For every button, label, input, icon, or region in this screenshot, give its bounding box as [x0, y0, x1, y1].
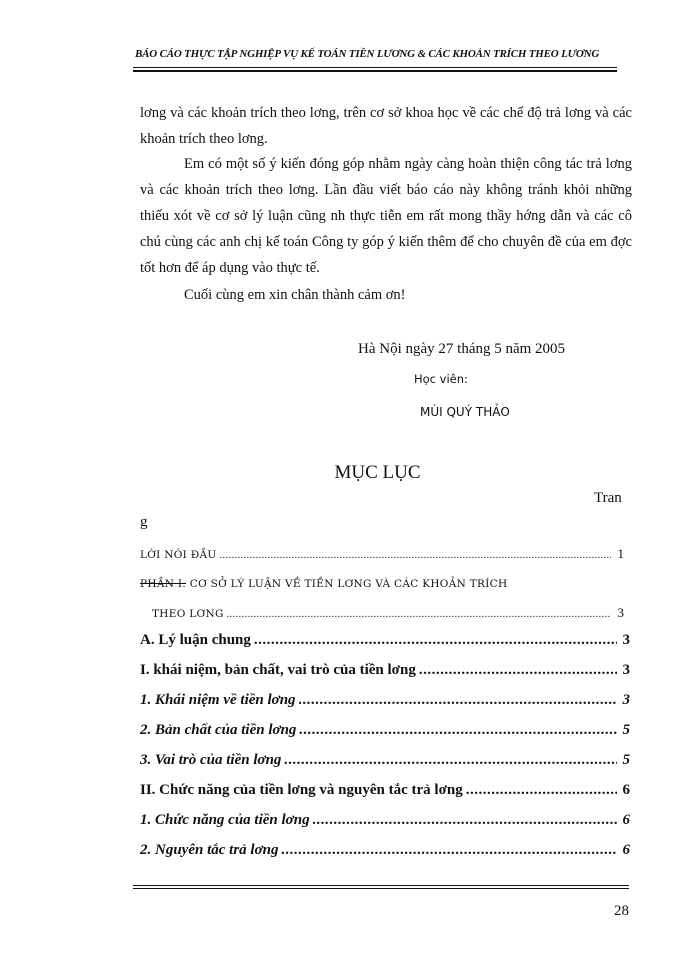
- toc-entry-page: 3: [622, 692, 630, 708]
- paragraph-contribution: Em có một số ý kiến đóng góp nhằm ngày càng hoàn thiện công tác trả lơng và các khoản trích theo lơng. Lần đầu viết báo cáo này không tránh khỏi những thiếu xót về cơ sở lý luận cũng nh thực tiễn em rất mong thầy hớng dẫn và các cô chú cùng các anh chị kế toán Công ty góp ý kiến thêm để cho chuyên đề của em đợc tốt hơn để áp dụng vào thực tế.: [140, 156, 632, 276]
- toc-entry-label: 1. Khái niệm về tiền lơng: [140, 692, 296, 708]
- toc-entry-label-struck: PHẦN I:: [140, 578, 187, 590]
- toc-title: MỤC LỤC: [334, 462, 421, 483]
- toc-entry-page: 3: [622, 632, 630, 648]
- toc-entry[interactable]: [140, 662, 630, 679]
- toc-entry-label: II. Chức năng của tiền lơng và nguyên tắc trả lơng: [140, 782, 463, 798]
- toc-entry[interactable]: [140, 545, 630, 563]
- page-header: [133, 42, 617, 72]
- toc-entry-page: 3: [617, 605, 624, 620]
- toc-entry-page: 6: [622, 812, 630, 828]
- toc-entry[interactable]: [140, 578, 630, 590]
- toc-entry[interactable]: [152, 604, 630, 622]
- toc-entry[interactable]: [140, 632, 630, 649]
- toc-leader: [220, 545, 611, 563]
- toc-entry-page: 5: [622, 752, 630, 768]
- toc-entry-page: 3: [622, 662, 630, 678]
- toc-leader: [313, 812, 617, 829]
- signature-name: MÙI QUÝ THẢO: [420, 405, 510, 419]
- paragraph-intro: lơng và các khoản trích theo lơng, trên cơ sở khoa học về các chế độ trả lơng và các khoản trích theo lơng.: [140, 105, 632, 147]
- toc-entry-label: 3. Vai trò của tiền lơng: [140, 752, 282, 768]
- toc-leader: [466, 782, 617, 799]
- signature-date: Hà Nội ngày 27 tháng 5 năm 2005: [358, 341, 566, 357]
- toc-page-column-label: Tran: [594, 490, 622, 506]
- toc-page-column-label-wrap: g: [140, 514, 148, 530]
- toc-entry-label: I. khái niệm, bản chất, vai trò của tiền lơng: [140, 662, 416, 678]
- signature-role: Học viên:: [414, 372, 468, 386]
- toc-entry-page: 5: [622, 722, 630, 738]
- toc-entry-label: 2. Nguyên tắc trả lơng: [140, 842, 279, 858]
- footer-rule: [133, 885, 629, 886]
- toc-leader: [284, 752, 617, 769]
- toc-leader: [419, 662, 617, 679]
- toc-leader: [227, 604, 611, 622]
- toc-leader: [254, 632, 617, 649]
- toc-leader: [299, 692, 617, 709]
- page-number: 28: [614, 903, 629, 919]
- header-rule: [133, 67, 617, 68]
- toc-entry[interactable]: [140, 782, 630, 799]
- toc-entry[interactable]: [140, 842, 630, 859]
- toc-leader: [281, 842, 617, 859]
- footer-rule-double: [133, 888, 629, 889]
- toc-entry-label: [140, 578, 507, 590]
- toc-entry[interactable]: [140, 692, 630, 709]
- toc-entry-label-text: CƠ SỞ LÝ LUẬN VỀ TIỀN LƠNG VÀ CÁC KHOẢN TRÍCH: [186, 578, 508, 590]
- toc-entry-page: 6: [622, 842, 630, 858]
- toc-leader: [299, 722, 617, 739]
- toc-entry-page: 6: [622, 782, 630, 798]
- toc-entry[interactable]: [140, 752, 630, 769]
- toc-entry-label: THEO LƠNG: [152, 608, 224, 620]
- header-rule-thick: [133, 70, 617, 72]
- toc-entry[interactable]: [140, 722, 630, 739]
- toc-entry[interactable]: [140, 812, 630, 829]
- toc-entry-label: 2. Bản chất của tiền lơng: [140, 722, 297, 738]
- toc-entry-page: 1: [617, 546, 624, 561]
- toc-entry-label: 1. Chức năng của tiền lơng: [140, 812, 310, 828]
- toc-entry-label: LỜI NÓI ĐẦU: [140, 549, 217, 561]
- toc-entry-label: A. Lý luận chung: [140, 632, 251, 648]
- header-title: BÁO CÁO THỰC TẬP NGHIỆP VỤ KẾ TOÁN TIỀN LƯƠNG & CÁC KHOẢN TRÍCH THEO LƯƠNG: [135, 48, 600, 60]
- paragraph-thanks: Cuối cùng em xin chân thành cảm ơn!: [184, 287, 406, 303]
